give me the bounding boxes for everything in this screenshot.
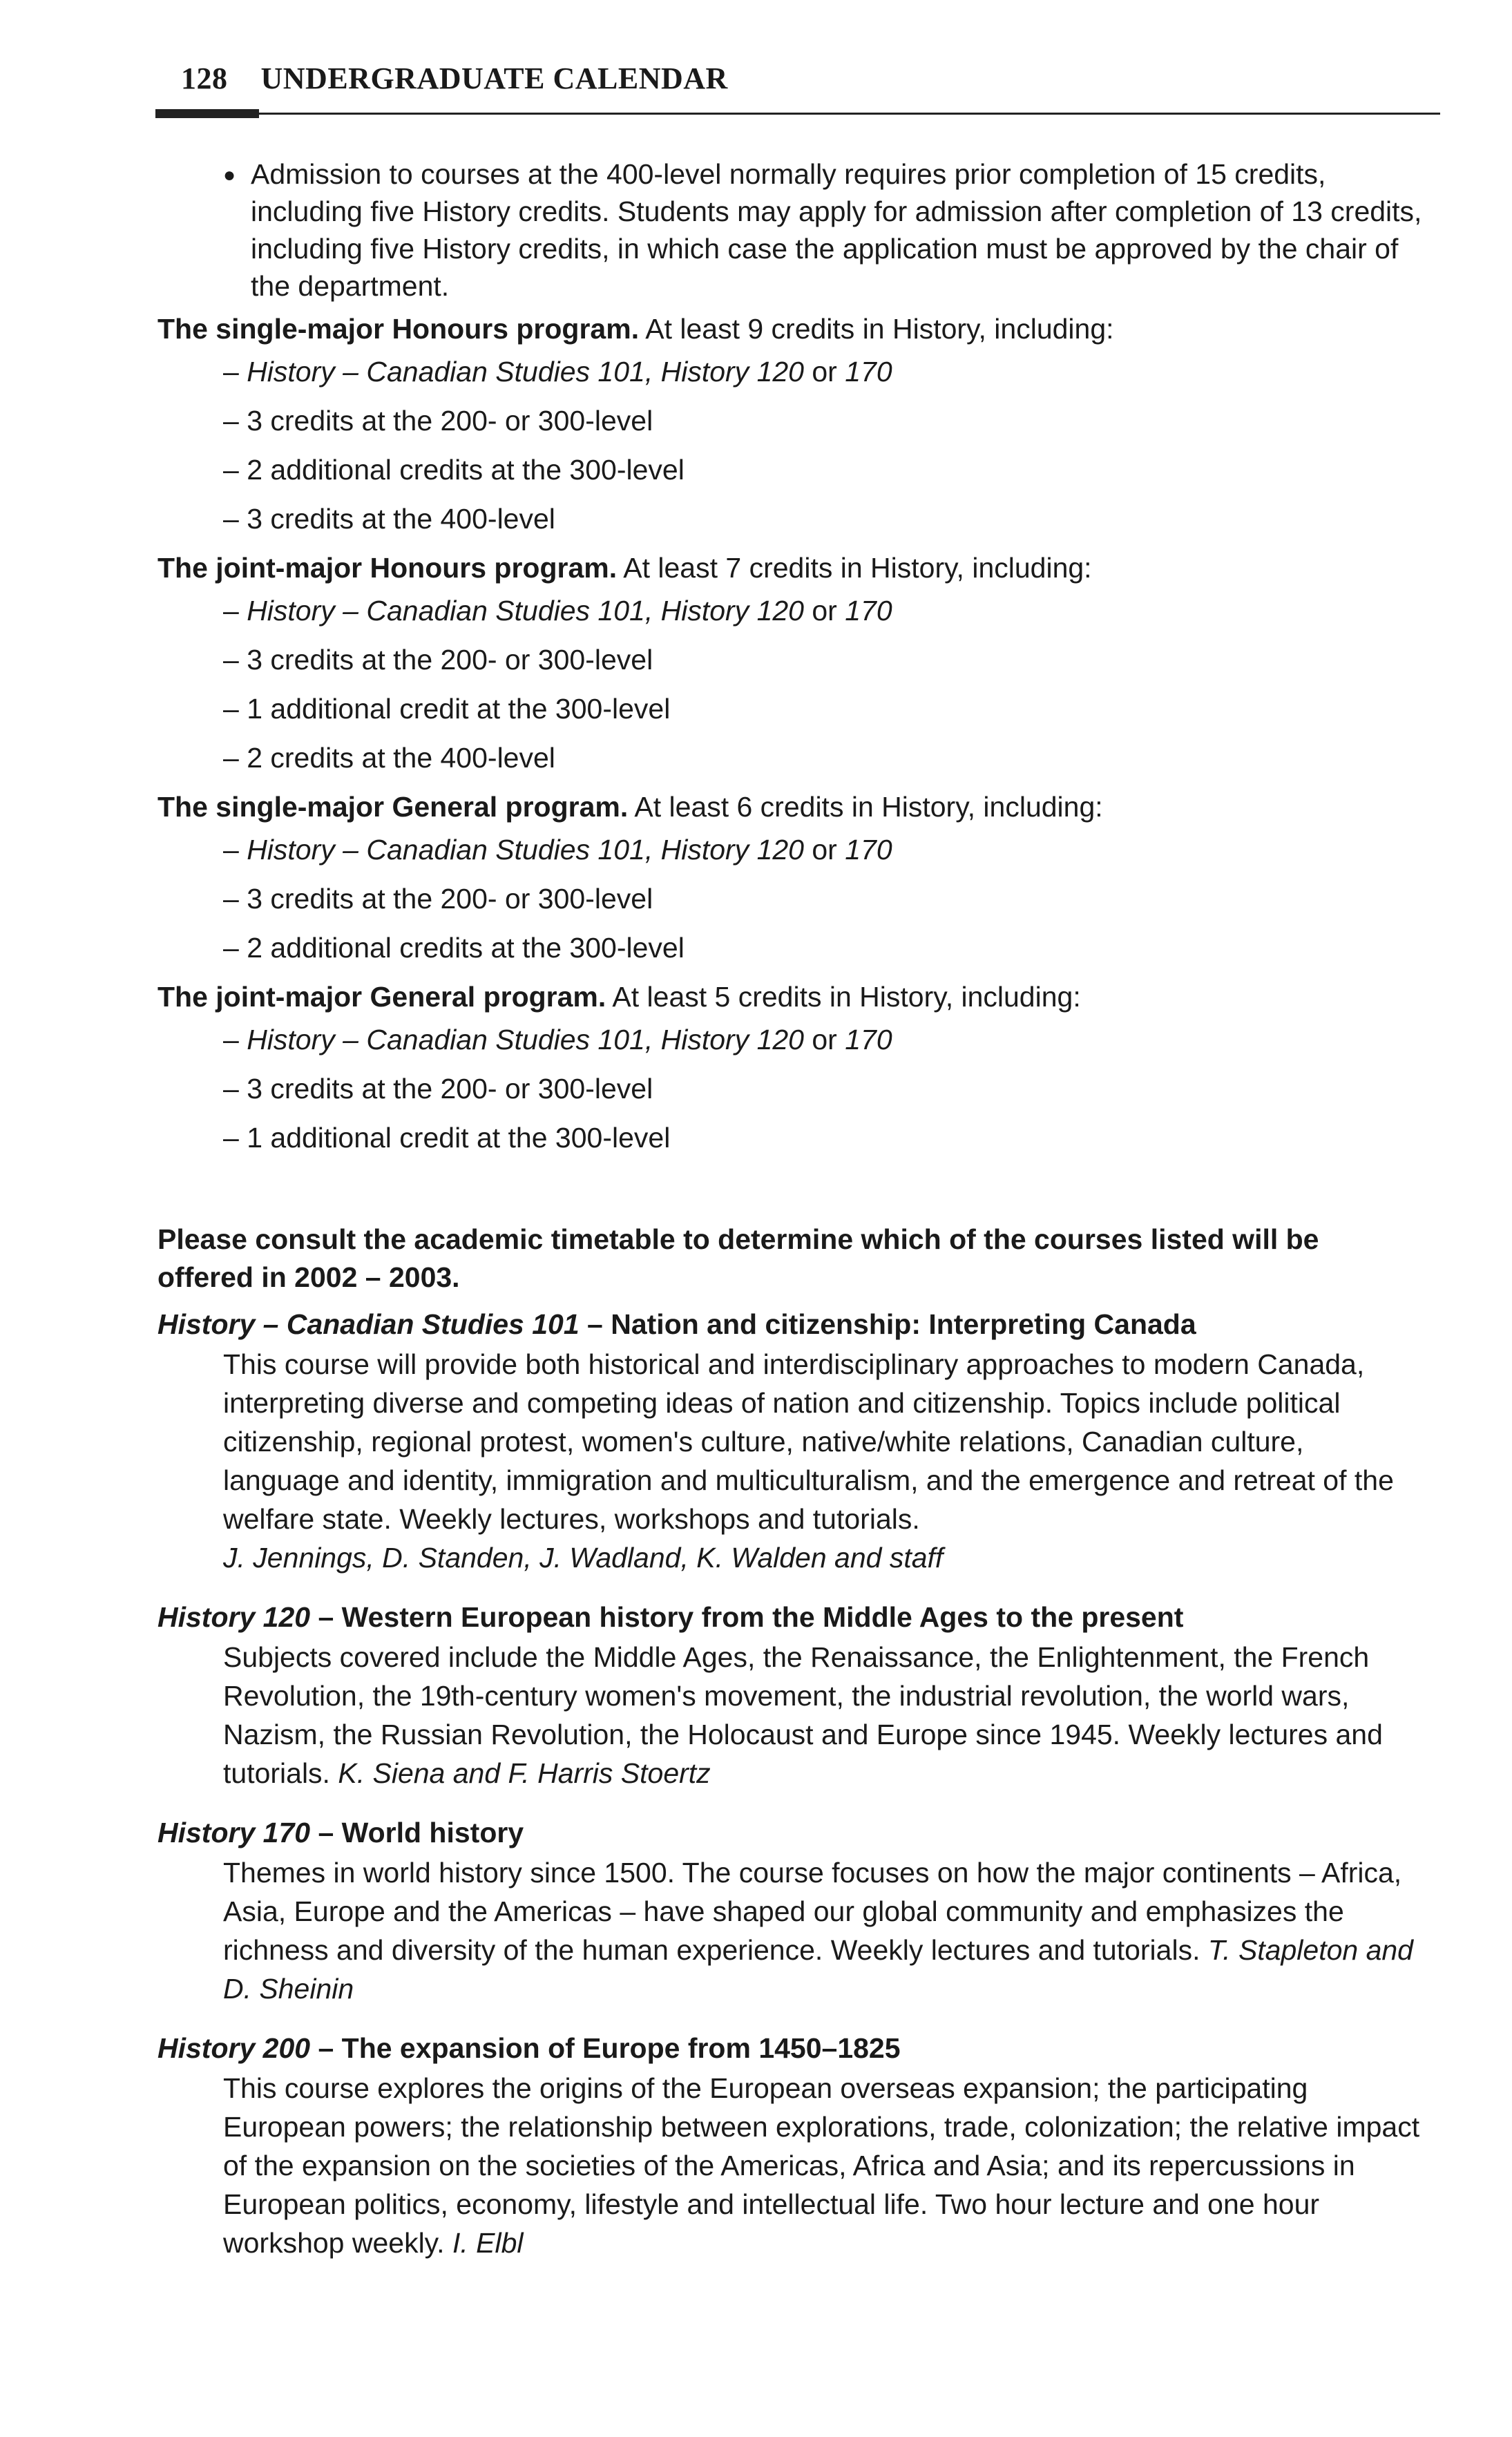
- requirement-item: – 3 credits at the 200- or 300-level: [223, 644, 653, 676]
- requirement-item: – 1 additional credit at the 300-level: [223, 693, 671, 725]
- requirement-item: – 2 additional credits at the 300-level: [223, 932, 685, 964]
- requirement-item: – 3 credits at the 200- or 300-level: [223, 405, 653, 437]
- course-code: History 120: [157, 1601, 311, 1633]
- requirement-core: – History – Canadian Studies 101, History 120 or 170: [223, 1024, 892, 1055]
- program-heading: The joint-major Honours program.: [157, 552, 618, 584]
- requirement-core: – History – Canadian Studies 101, History 120 or 170: [223, 595, 892, 627]
- requirement-item: – 3 credits at the 200- or 300-level: [223, 883, 653, 915]
- requirement-core: – History – Canadian Studies 101, History 120 or 170: [223, 834, 892, 866]
- course-name: – Nation and citizenship: Interpreting Canada: [579, 1308, 1196, 1340]
- program-heading: The single-major Honours program.: [157, 313, 640, 345]
- requirement-item: – 3 credits at the 400-level: [223, 503, 555, 535]
- course-name: – The expansion of Europe from 1450–1825: [310, 2032, 901, 2064]
- program-heading: The single-major General program.: [157, 791, 629, 823]
- page-number: 128: [181, 61, 228, 95]
- running-header: [181, 61, 728, 96]
- course-description: Subjects covered include the Middle Ages, the Renaissance, the Enlightenment, the French Revolution, the 19th-century women's movement, the industrial revolution, the world wars, Nazism, the Russian Revolution, the Holocaust and Europe since 1945. Weekly lectures and tutorials. K. Siena and F. Harris Stoertz: [223, 1641, 1383, 1789]
- page-body: [157, 155, 1449, 2262]
- course-title: [157, 1812, 1449, 1853]
- program-intro: At least 7 credits in History, including:: [617, 552, 1092, 584]
- course-name: – Western European history from the Middle Ages to the present: [310, 1601, 1184, 1633]
- header-title: UNDERGRADUATE CALENDAR: [260, 61, 728, 95]
- program-block: [157, 310, 1449, 544]
- program-heading-line: [157, 788, 1449, 825]
- course-code: History 170: [157, 1817, 311, 1848]
- requirement-item: – 2 additional credits at the 300-level: [223, 454, 685, 486]
- program-intro: At least 5 credits in History, including:: [606, 981, 1081, 1013]
- program-heading-line: [157, 310, 1449, 347]
- course-title: [157, 1303, 1449, 1345]
- program-block: [157, 549, 1449, 783]
- course-instructors: K. Siena and F. Harris Stoertz: [338, 1757, 711, 1789]
- requirement-item: – 2 credits at the 400-level: [223, 742, 555, 774]
- course-instructors: T. Stapleton and D. Sheinin: [223, 1934, 1413, 2005]
- course-code: History – Canadian Studies 101: [157, 1308, 580, 1340]
- course-entry: [157, 1303, 1449, 1577]
- requirement-item: – 3 credits at the 200- or 300-level: [223, 1073, 653, 1105]
- header-rule: [155, 113, 1440, 115]
- course-instructors: I. Elbl: [452, 2227, 524, 2259]
- course-code: History 200: [157, 2032, 311, 2064]
- timetable-notice: Please consult the academic timetable to determine which of the courses listed will be offered in 2002 – 2003.: [157, 1223, 1319, 1293]
- course-description: Themes in world history since 1500. The course focuses on how the major continents – Africa, Asia, Europe and the Americas – have shaped our global community and emphasizes the richness and diversity of the human experience. Weekly lectures and tutorials. T. Stapleton and D. Sheinin: [223, 1857, 1413, 2005]
- requirement-core: – History – Canadian Studies 101, History 120 or 170: [223, 356, 892, 388]
- admission-note: [223, 155, 1449, 305]
- course-entry: [157, 1812, 1449, 2008]
- requirement-item: – 1 additional credit at the 300-level: [223, 1122, 671, 1154]
- course-description: This course will provide both historical and interdisciplinary approaches to modern Canada, interpreting diverse and competing ideas of nation and citizenship. Topics include political citizenship, regional protest, women's culture, native/white relations, Canadian culture, language and identity, immigration and multiculturalism, and the emergence and retreat of the welfare state. Weekly lectures, workshops and tutorials. J. Jennings, D. Standen, J. Wadland, K. Walden and staff: [223, 1348, 1394, 1574]
- course-entry: [157, 1596, 1449, 1793]
- program-heading-line: [157, 978, 1449, 1015]
- course-name: – World history: [310, 1817, 524, 1848]
- program-block: [157, 978, 1449, 1163]
- program-heading: The joint-major General program.: [157, 981, 606, 1013]
- course-instructors: J. Jennings, D. Standen, J. Wadland, K. Walden and staff: [223, 1542, 944, 1574]
- course-description: This course explores the origins of the European overseas expansion; the participating European powers; the relationship between explorations, trade, colonization; the relative impact of the expansion on the societies of the Americas, Africa and Asia; and its repercussions in European politics, economy, lifestyle and intellectual life. Two hour lecture and one hour workshop weekly. I. Elbl: [223, 2072, 1420, 2259]
- program-intro: At least 6 credits in History, including:: [628, 791, 1103, 823]
- course-title: [157, 2027, 1449, 2069]
- course-entry: [157, 2027, 1449, 2262]
- program-block: [157, 788, 1449, 973]
- program-intro: At least 9 credits in History, including:: [639, 313, 1114, 345]
- program-heading-line: [157, 549, 1449, 586]
- bullet-icon: ●: [223, 164, 236, 187]
- admission-text: Admission to courses at the 400-level normally requires prior completion of 15 credits, including five History credits. Students may apply for admission after completion of 13 credits, including five History credits, in which case the application must be approved by the chair of the department.: [251, 158, 1422, 302]
- course-title: [157, 1596, 1449, 1638]
